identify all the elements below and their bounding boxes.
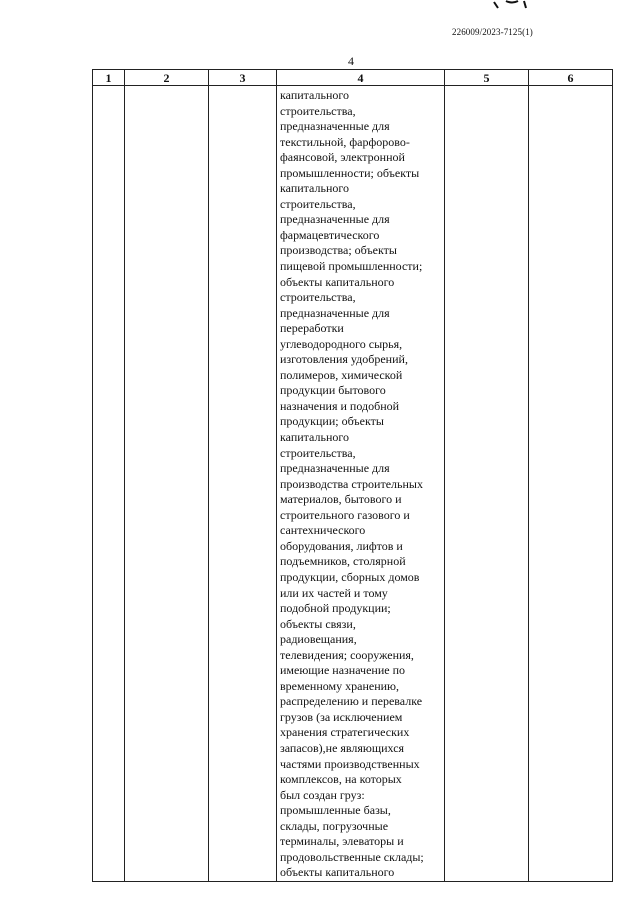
column4-line: объекты связи, [280,616,356,631]
column-header-5: 5 [445,70,529,86]
column-header-2: 2 [125,70,209,86]
column4-line: капитального [280,430,349,445]
column4-line: производства; объекты [280,243,397,258]
cell-col-2 [125,86,209,882]
column4-line: частями производственных [280,756,420,771]
column4-line: временному хранению, [280,678,400,693]
column-header-6: 6 [529,70,613,86]
column4-line: производства строительных [280,476,423,491]
column4-line: распределению и перевалке [280,694,423,709]
column4-line: переработки [280,321,344,336]
column4-line: капитального [280,181,349,196]
column4-line: был создан груз: [280,787,365,802]
column4-line: радиовещания, [280,632,357,647]
column4-line: предназначенные для [280,212,390,227]
column4-line: материалов, бытового и [280,492,402,507]
column4-line: промышленные базы, [280,803,391,818]
column4-line: подобной продукции; [280,601,391,616]
column4-line: продукции; объекты [280,414,384,429]
column-header-1: 1 [93,70,125,86]
cell-col-6 [529,86,613,882]
column4-line: оборудования, лифтов и [280,538,403,553]
column4-line: капитального [280,88,349,102]
column4-line: хранения стратегических [280,725,410,740]
column4-line: полимеров, химической [280,367,403,382]
page-number: 4 [348,54,354,68]
column4-line: грузов (за исключением [280,709,403,724]
column4-line: предназначенные для [280,461,390,476]
document-table [92,69,613,882]
column4-line: промышленности; объекты [280,165,420,180]
column-header-4: 4 [277,70,445,86]
column4-line: текстильной, фарфорово- [280,134,410,149]
column4-line: продовольственные склады; [280,849,424,864]
column4-text [277,86,444,881]
cell-col-3 [209,86,277,882]
cell-col-1 [93,86,125,882]
column4-line: продукции бытового [280,383,386,398]
column4-line: фармацевтического [280,227,380,242]
column4-line: склады, погрузочные [280,818,389,833]
column4-line: строительного газового и [280,507,410,522]
table-row [93,86,613,882]
column4-line: объекты капитального [280,865,395,880]
corner-handwritten-mark [492,0,532,10]
column4-line: строительства, [280,290,356,305]
column4-line: или их частей и тому [280,585,388,600]
column4-line: подъемников, столярной [280,554,406,569]
column4-line: телевидения; сооружения, [280,647,414,662]
column4-line: строительства, [280,103,356,118]
document-number: 226009/2023-7125(1) [452,27,533,37]
column4-line: предназначенные для [280,305,390,320]
column4-line: продукции, сборных домов [280,569,420,584]
column-header-3: 3 [209,70,277,86]
column4-line: комплексов, на которых [280,772,402,787]
column4-line: изготовления удобрений, [280,352,408,367]
column4-line: углеводородного сырья, [280,336,403,351]
cell-col-4 [277,86,445,882]
column4-line: назначения и подобной [280,398,400,413]
table-header-row [93,70,613,86]
column4-line: запасов),не являющихся [280,740,405,755]
column4-line: предназначенные для [280,119,390,134]
column4-line: строительства, [280,445,356,460]
column4-line: имеющие назначение по [280,663,406,678]
column4-line: сантехнического [280,523,366,538]
column4-line: терминалы, элеваторы и [280,834,404,849]
column4-line: пищевой промышленности; [280,259,423,274]
cell-col-5 [445,86,529,882]
column4-line: строительства, [280,196,356,211]
column4-line: объекты капитального [280,274,395,289]
column4-line: фаянсовой, электронной [280,150,405,165]
